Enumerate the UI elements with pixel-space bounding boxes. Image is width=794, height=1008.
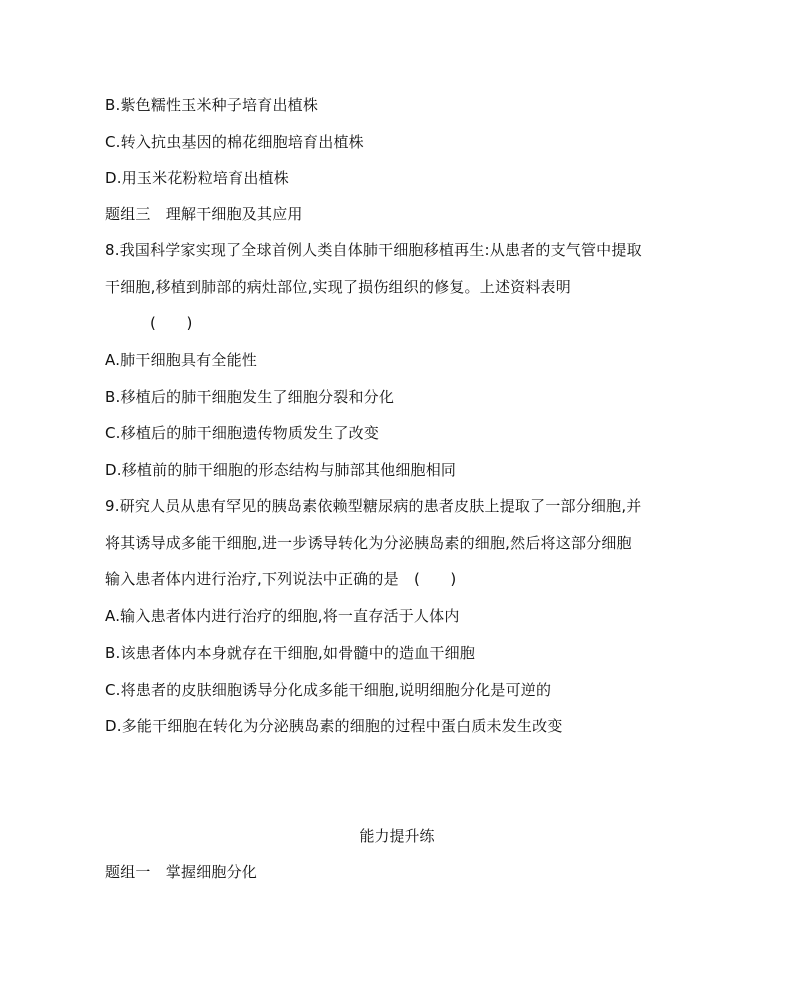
- q7-option-b: B.紫色糯性玉米种子培育出植株: [105, 96, 319, 114]
- q9-option-b: B.该患者体内本身就存在干细胞,如骨髓中的造血干细胞: [105, 644, 476, 662]
- q9-stem-line2: 将其诱导成多能干细胞,进一步诱导转化为分泌胰岛素的细胞,然后将这部分细胞: [105, 534, 632, 552]
- q7-option-c: C.转入抗虫基因的棉花细胞培育出植株: [105, 133, 364, 151]
- q7-option-d: D.用玉米花粉粒培育出植株: [105, 169, 289, 187]
- q9-option-c: C.将患者的皮肤细胞诱导分化成多能干细胞,说明细胞分化是可逆的: [105, 681, 552, 699]
- q9-stem-line3: 输入患者体内进行治疗,下列说法中正确的是 ( ): [105, 570, 457, 588]
- q9-option-a: A.输入患者体内进行治疗的细胞,将一直存活于人体内: [105, 607, 460, 625]
- section-title: 能力提升练: [359, 827, 435, 845]
- q8-stem-line1: 8.我国科学家实现了全球首例人类自体肺干细胞移植再生:从患者的支气管中提取: [105, 241, 642, 259]
- q9-option-d: D.多能干细胞在转化为分泌胰岛素的细胞的过程中蛋白质未发生改变: [105, 717, 563, 735]
- q8-stem-line2: 干细胞,移植到肺部的病灶部位,实现了损伤组织的修复。上述资料表明: [105, 278, 571, 296]
- group3-title: 题组三 理解干细胞及其应用: [105, 205, 303, 223]
- q8-option-a: A.肺干细胞具有全能性: [105, 351, 257, 369]
- q8-answer-blank: ( ): [150, 314, 193, 332]
- q8-option-c: C.移植后的肺干细胞遗传物质发生了改变: [105, 424, 380, 442]
- q8-option-b: B.移植后的肺干细胞发生了细胞分裂和分化: [105, 388, 395, 406]
- q8-option-d: D.移植前的肺干细胞的形态结构与肺部其他细胞相同: [105, 461, 457, 479]
- q9-stem-line1: 9.研究人员从患有罕见的胰岛素依赖型糖尿病的患者皮肤上提取了一部分细胞,并: [105, 497, 642, 515]
- group1-title: 题组一 掌握细胞分化: [105, 863, 258, 881]
